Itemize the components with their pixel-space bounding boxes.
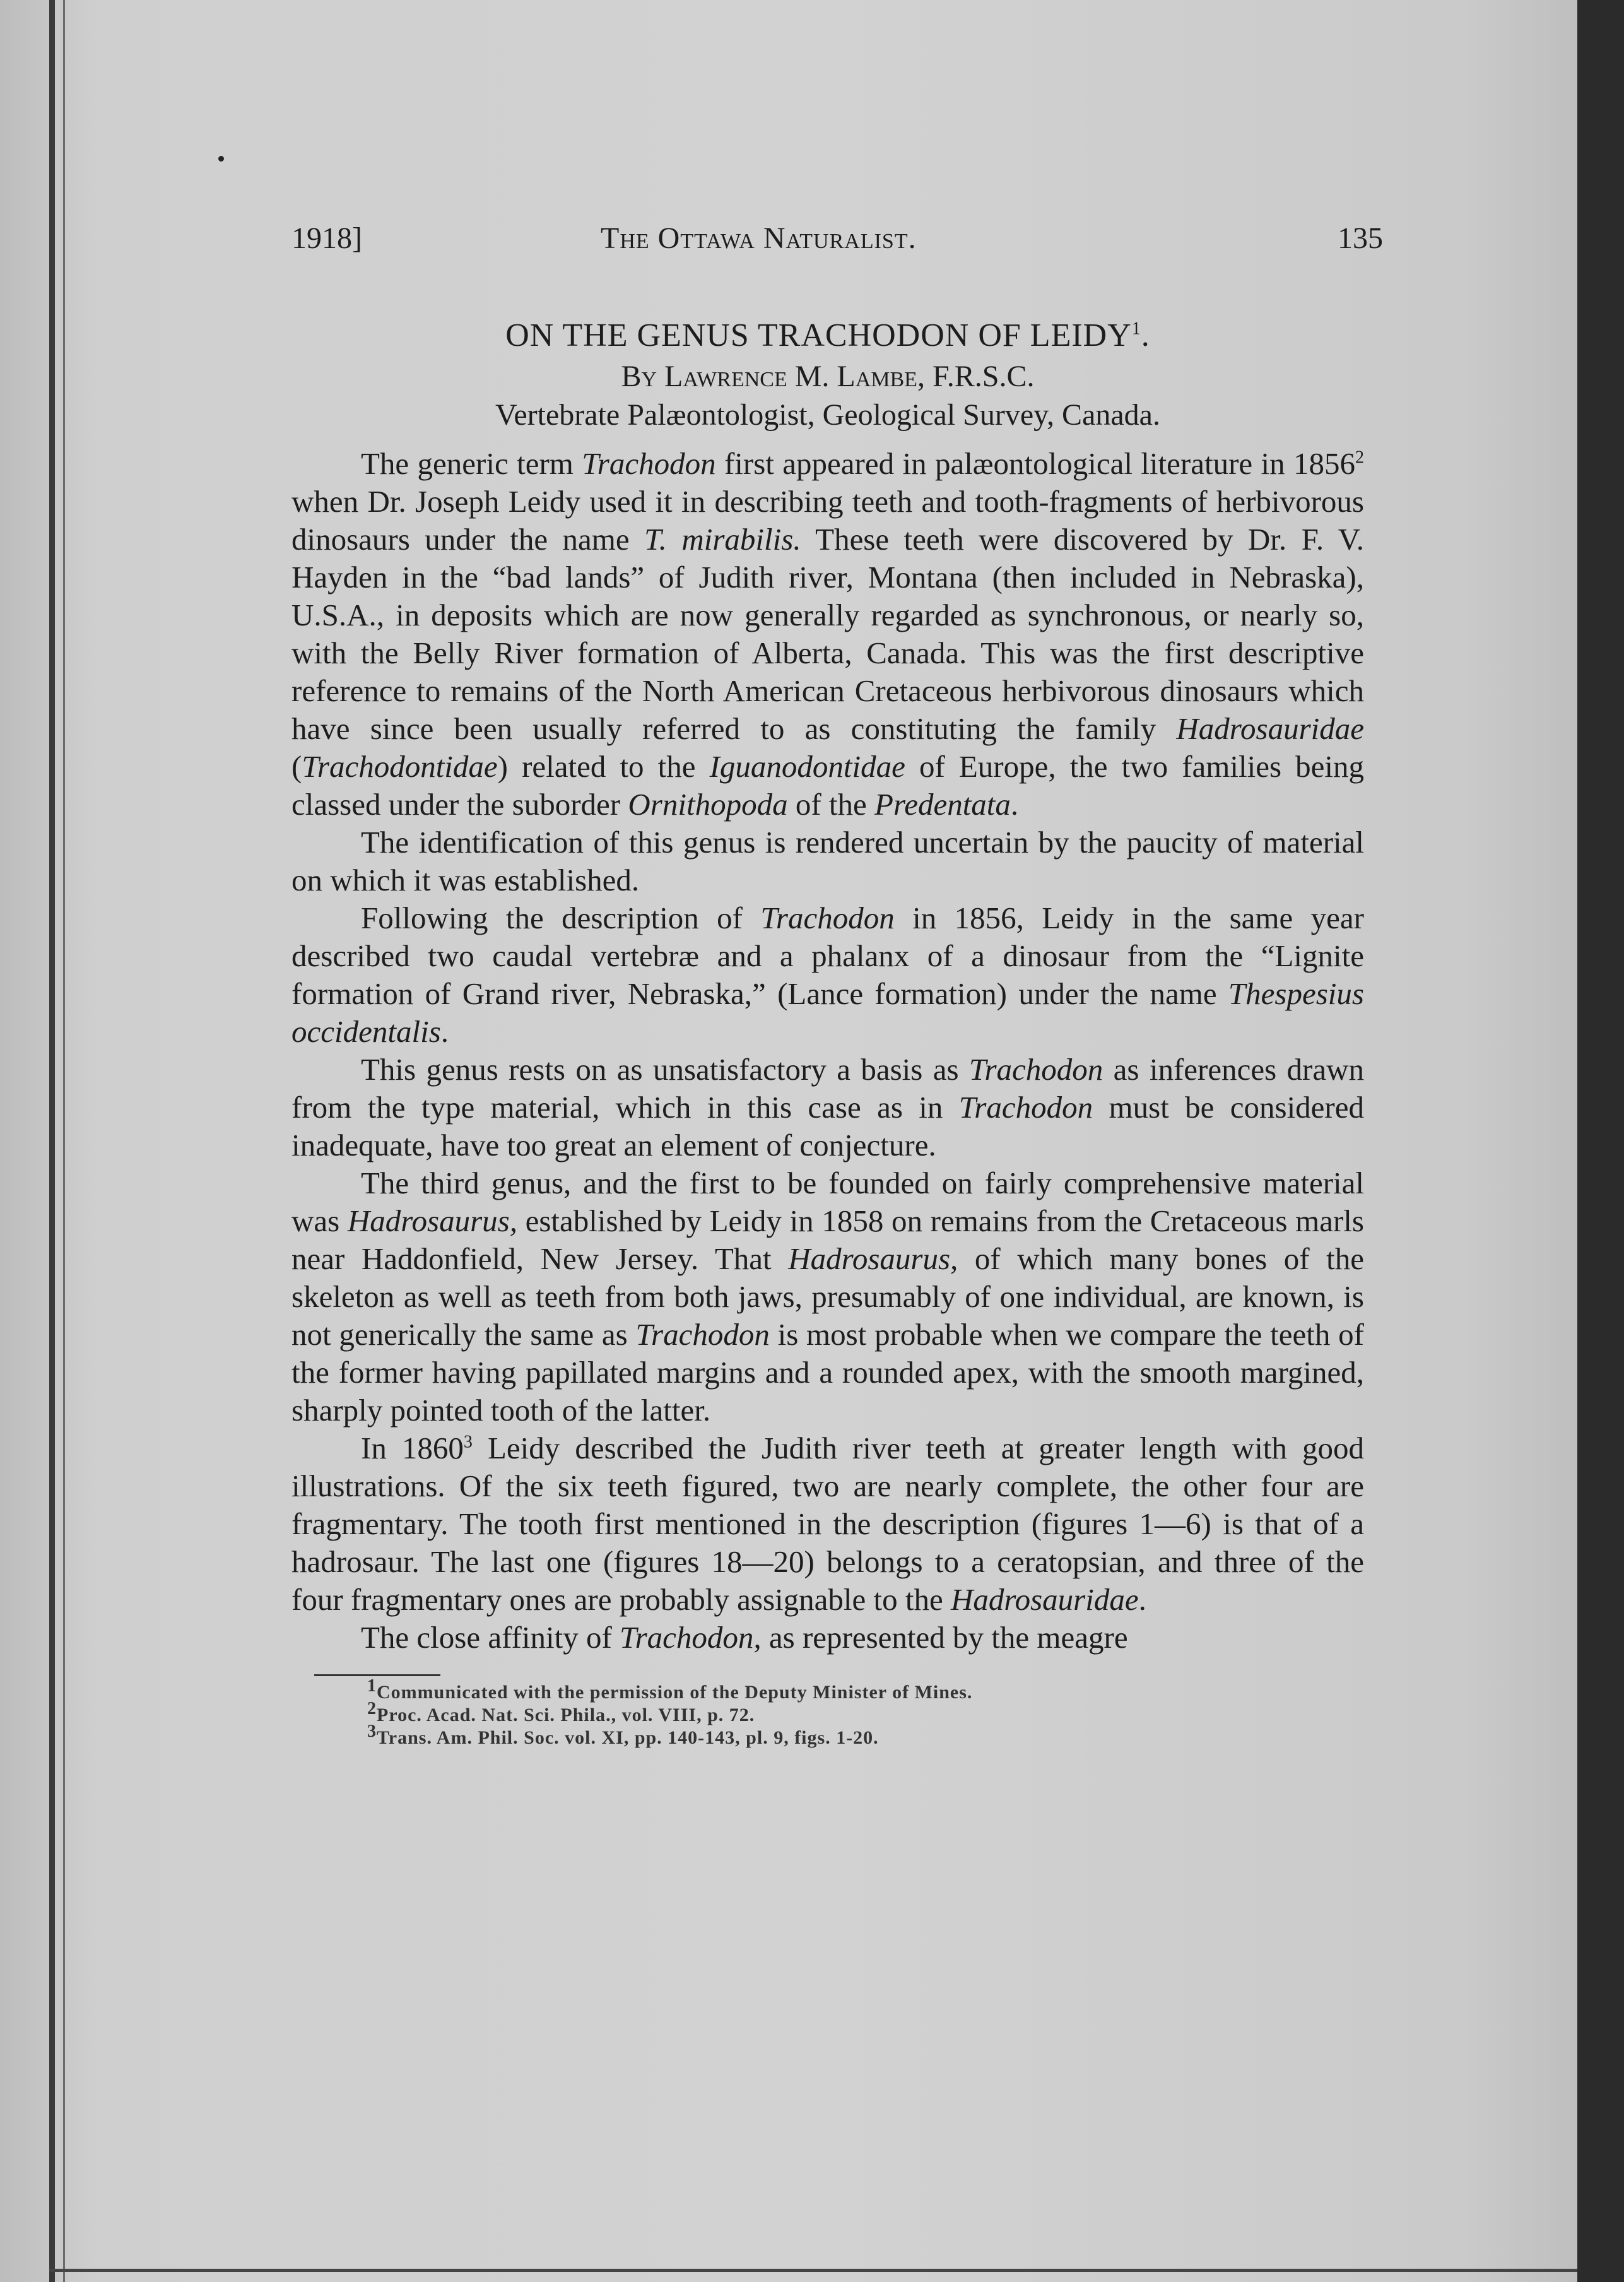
running-header — [291, 208, 1383, 259]
footnote-1: $^1$Communicated with the permission of the Deputy Minister of Mines. — [367, 1676, 973, 1703]
footnote-3: $^3$Trans. Am. Phil. Soc. vol. XI, pp. 140-143, pl. 9, figs. 1-20. — [367, 1722, 879, 1748]
footnote-rule — [314, 1674, 440, 1676]
footnote-2: $^2$Proc. Acad. Nat. Sci. Phila., vol. VIII, p. 72. — [367, 1699, 755, 1725]
binding-edge-line — [49, 0, 55, 2282]
paragraph-4: This genus rests on as unsatisfactory a basis as Trachodon as inferences drawn from the type material, which in this case as in Trachodon must be considered inadequate, have too great an element of conjecture. — [291, 1052, 1364, 1162]
header-journal-title: The Ottawa Naturalist. — [601, 222, 917, 255]
paragraph-2: The identification of this genus is rendered uncertain by the paucity of material on which it was established. — [291, 825, 1364, 897]
bottom-edge-line — [49, 2269, 1577, 2272]
dark-scan-edge — [1577, 0, 1624, 2282]
footnote-marker: 3 — [463, 1432, 473, 1452]
paragraph-5: The third genus, and the first to be founded on fairly comprehensive material was Hadrosaurus, established by Leidy in 1858 on remains from the Cretaceous marls near Haddonfield, New Jersey. That Hadrosaurus, of which many bones of the skeleton as well as teeth from both jaws, presumably of one individual, are known, is not generically the same as Trachodon is most probable when we compare the teeth of the former having papillated margins and a rounded apex, with the smooth margined, sharply pointed tooth of the latter. — [291, 1166, 1364, 1428]
paragraph-3: Following the description of Trachodon in 1856, Leidy in the same year described two caudal vertebræ and a phalanx of a dinosaur from the “Lignite formation of Grand river, Nebraska,” (Lance formation) under the name Thespesius occidentalis. — [291, 901, 1364, 1049]
paragraph-6: In 1860$^3$ Leidy described the Judith river teeth at greater length with good illustrations. Of the six teeth figured, two are nearly complete, the other four are fragmentary. The tooth first mentioned in the description (figures 1—6) is that of a hadrosaur. The last one (figures 18—20) belongs to a ceratopsian, and three of the four fragmentary ones are probably assignable to the Hadrosauridae. — [291, 1431, 1364, 1617]
article-body — [291, 445, 1364, 1657]
header-year: 1918] — [291, 222, 362, 255]
header-page-number: 135 — [1338, 222, 1383, 255]
title-footnote-marker: 1 — [1131, 319, 1141, 339]
journal-page — [291, 208, 1383, 1749]
article-title: ON THE GENUS TRACHODON OF LEIDY$^1$. — [505, 317, 1150, 353]
footnote-marker: 2 — [1355, 447, 1364, 468]
author-affiliation: Vertebrate Palæontologist, Geological Survey, Canada. — [495, 398, 1160, 432]
paragraph-1: The generic term Trachodon first appeared in palæontological literature in 1856$^2$ when Dr. Joseph Leidy used it in describing teeth and tooth-fragments of herbivorous dinosaurs under the name T. mirabilis. These teeth were discovered by Dr. F. V. Hayden in the “bad lands” of Judith river, Montana (then included in Nebraska), U.S.A., in deposits which are now generally regarded as synchronous, or nearly so, with the Belly River formation of Alberta, Canada. This was the first descriptive reference to remains of the North American Cretaceous herbivorous dinosaurs which have since been usually referred to as constituting the family Hadrosauridae (Trachodontidae) related to the Iguanodontidae of Europe, the two families being classed under the suborder Ornithopoda of the Predentata. — [291, 446, 1365, 822]
binding-edge-line-inner — [63, 0, 65, 2282]
author-byline: By Lawrence M. Lambe, F.R.S.C. — [621, 360, 1035, 393]
ink-speck — [218, 156, 224, 162]
paragraph-7: The close affinity of Trachodon, as represented by the meagre — [361, 1620, 1128, 1655]
footnotes — [367, 1676, 1364, 1749]
